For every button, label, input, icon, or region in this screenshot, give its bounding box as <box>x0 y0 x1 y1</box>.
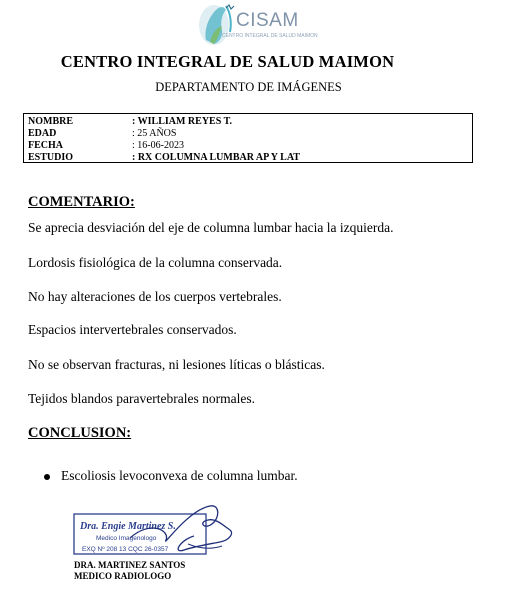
doctor-stamp <box>70 500 240 562</box>
logo-text: CISAM <box>236 10 299 31</box>
comment-paragraph: No se observan fracturas, ni lesiones líticas o blásticas. <box>28 357 325 372</box>
signature-role: MEDICO RADIOLOGO <box>74 571 172 581</box>
page-title: CENTRO INTEGRAL DE SALUD MAIMON <box>60 52 395 71</box>
info-label: NOMBRE <box>28 116 73 127</box>
comment-paragraph: Lordosis fisiológica de la columna conservada. <box>28 255 283 270</box>
comment-paragraph: No hay alteraciones de los cuerpos vertebrales. <box>28 289 282 304</box>
department-title: DEPARTAMENTO DE IMÁGENES <box>155 80 342 94</box>
comment-paragraph: Se aprecia desviación del eje de columna lumbar hacia la izquierda. <box>28 220 394 235</box>
comment-paragraph: Espacios intervertebrales conservados. <box>28 322 237 337</box>
cisam-logo <box>196 0 320 50</box>
comment-heading: COMENTARIO: <box>28 194 135 210</box>
logo-subtitle: CENTRO INTEGRAL DE SALUD MAIMON <box>222 33 318 39</box>
stamp-line-2: Medico Imagenologo <box>96 535 157 542</box>
conclusion-heading: CONCLUSION: <box>28 425 132 441</box>
bullet-icon <box>44 474 50 480</box>
info-label: EDAD <box>28 128 57 139</box>
comment-paragraph: Tejidos blandos paravertebrales normales. <box>28 391 255 406</box>
info-value: : 16-06-2023 <box>132 140 184 151</box>
info-label: FECHA <box>28 140 63 151</box>
conclusion-item: Escoliosis levoconvexa de columna lumbar. <box>61 468 298 483</box>
info-value: : WILLIAM REYES T. <box>132 116 233 127</box>
info-value: : RX COLUMNA LUMBAR AP Y LAT <box>132 152 300 163</box>
patient-info-table <box>23 113 473 163</box>
signature-name: DRA. MARTINEZ SANTOS <box>74 560 186 570</box>
info-value: : 25 AÑOS <box>132 128 177 139</box>
signature-block <box>74 560 185 582</box>
stamp-line-1: Dra. Engie Martinez S. <box>80 521 176 532</box>
info-label: ESTUDIO <box>28 152 74 163</box>
stamp-line-3: EXQ Nº 208 13 CQC 26-0357 <box>82 546 169 553</box>
signature-scribble <box>130 506 232 551</box>
logo-mark-icon <box>196 0 240 50</box>
